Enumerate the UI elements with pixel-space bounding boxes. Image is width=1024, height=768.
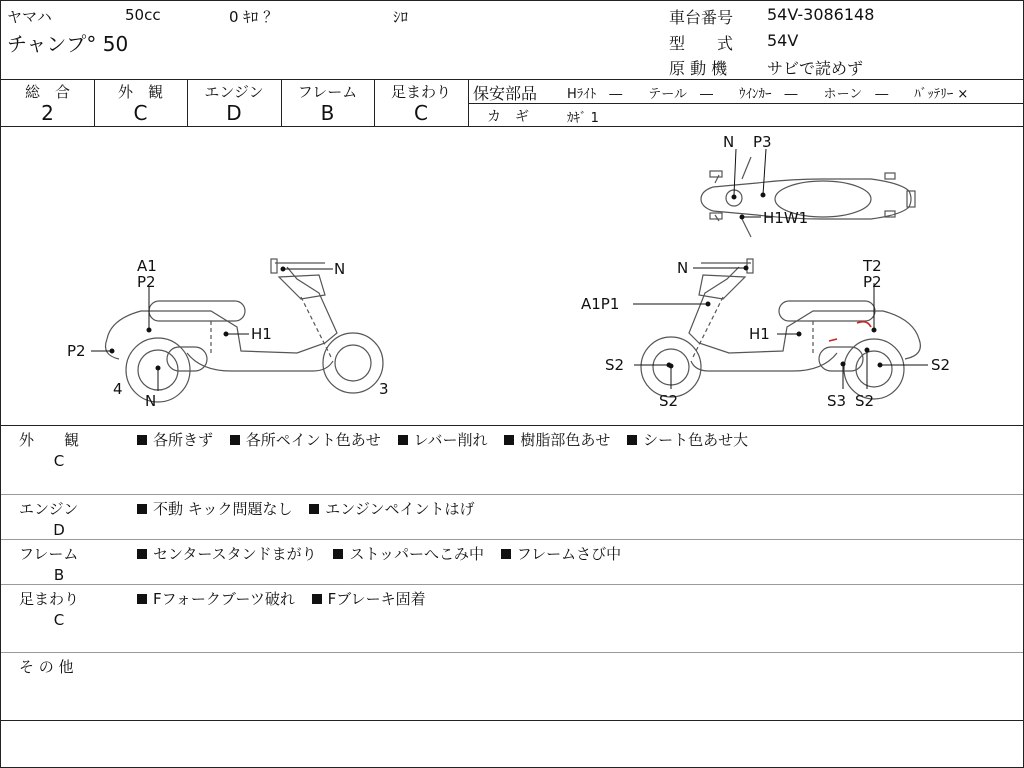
section-frame-title: フレーム: [19, 545, 79, 563]
label-right-s2-under: S2: [659, 392, 679, 410]
label-right-h1: H1: [749, 325, 770, 343]
note-item: エンジンペイントはげ: [309, 500, 474, 518]
label-left-p2-front: P2: [67, 342, 86, 360]
safety-items: Hﾗｲﾄ ― テール ― ｳｲﾝｶｰ ― ホーン ― ﾊﾞｯﾃﾘｰ ×: [567, 87, 969, 102]
section-exterior-title: 外 観: [19, 431, 80, 449]
type-label: 型 式: [669, 34, 734, 53]
note-item: 不動 キック問題なし: [137, 500, 292, 518]
section-engine-title: エンジン: [19, 500, 79, 518]
note-item: レバー削れ: [398, 431, 488, 449]
key-label: カ ギ: [487, 109, 529, 125]
label-right-p2: P2: [863, 273, 882, 291]
label-right-s3: S3: [827, 392, 847, 410]
key-value: ｶｷﾞ 1: [567, 111, 599, 126]
note-item: シート色あせ大: [627, 431, 748, 449]
note-item: ストッパーへこみ中: [333, 545, 484, 563]
section-exterior-grade: C: [53, 452, 65, 470]
note-item: フレームさび中: [501, 545, 621, 563]
label-right-a1p1: A1P1: [581, 295, 620, 313]
section-engine-grade: D: [53, 521, 65, 539]
section-other: [19, 656, 103, 677]
frame-no-label: 車台番号: [669, 8, 734, 27]
label-left-n-handle: N: [334, 260, 346, 278]
label-left-n-wheel: N: [145, 392, 157, 410]
grade-engine-label: エンジン: [204, 83, 264, 101]
section-frame-grade: B: [53, 566, 65, 584]
displacement: 50cc: [125, 6, 161, 24]
section-suspension-grade: C: [53, 611, 65, 629]
label-right-t2: T2: [863, 257, 882, 275]
color: ｼﾛ: [393, 8, 409, 26]
section-frame: [19, 543, 103, 584]
label-top-p3: P3: [753, 133, 772, 151]
label-left-h1: H1: [251, 325, 272, 343]
label-right-s2-right: S2: [931, 356, 951, 374]
section-other-title: そ の 他: [19, 658, 74, 676]
label-left-3: 3: [379, 380, 389, 398]
label-right-n: N: [677, 259, 689, 277]
label-right-s2-left: S2: [605, 356, 625, 374]
section-suspension-title: 足まわり: [19, 590, 80, 608]
note-item: Fブレーキ固着: [312, 590, 426, 608]
section-engine: [19, 498, 103, 539]
note-item: 各所きず: [137, 431, 213, 449]
grade-frame-label: フレーム: [297, 83, 358, 101]
grade-overall-value: 2: [41, 101, 54, 125]
note-item: センタースタンドまがり: [137, 545, 317, 563]
safety-label: 保安部品: [473, 84, 538, 103]
section-exterior: [19, 429, 103, 470]
section-exterior-notes: [137, 429, 760, 450]
section-frame-notes: [137, 543, 633, 564]
grade-frame-value: B: [320, 101, 335, 125]
section-engine-notes: [137, 498, 487, 519]
section-suspension-notes: [137, 588, 438, 609]
grade-engine-value: D: [226, 101, 242, 125]
note-item: 樹脂部色あせ: [504, 431, 610, 449]
grade-exterior-value: C: [133, 101, 148, 125]
grade-suspension-value: C: [414, 101, 428, 125]
engine-label: 原 動 機: [669, 59, 728, 78]
scooter-damage-diagram: [1, 127, 1023, 425]
grade-exterior-label: 外 観: [117, 83, 163, 101]
mileage: 0 ｷﾛ ？: [229, 8, 279, 26]
type-value: 54V: [767, 31, 799, 50]
frame-no-value: 54V-3086148: [767, 5, 875, 24]
label-left-a1: A1: [137, 257, 157, 275]
grade-overall-label: 総 合: [24, 83, 70, 101]
grade-suspension-label: 足まわり: [390, 83, 451, 101]
label-top-h1w1: H1W1: [763, 209, 809, 227]
note-item: Fフォークブーツ破れ: [137, 590, 295, 608]
label-left-p2-top: P2: [137, 273, 156, 291]
section-suspension: [19, 588, 103, 629]
label-top-n: N: [723, 133, 735, 151]
maker: ヤマハ: [7, 8, 52, 26]
label-right-s2-bottom: S2: [855, 392, 875, 410]
engine-value: サビで読めず: [767, 59, 864, 78]
note-item: 各所ペイント色あせ: [230, 431, 381, 449]
model-name: チャンプ° 50: [7, 32, 129, 56]
label-left-4: 4: [113, 380, 123, 398]
